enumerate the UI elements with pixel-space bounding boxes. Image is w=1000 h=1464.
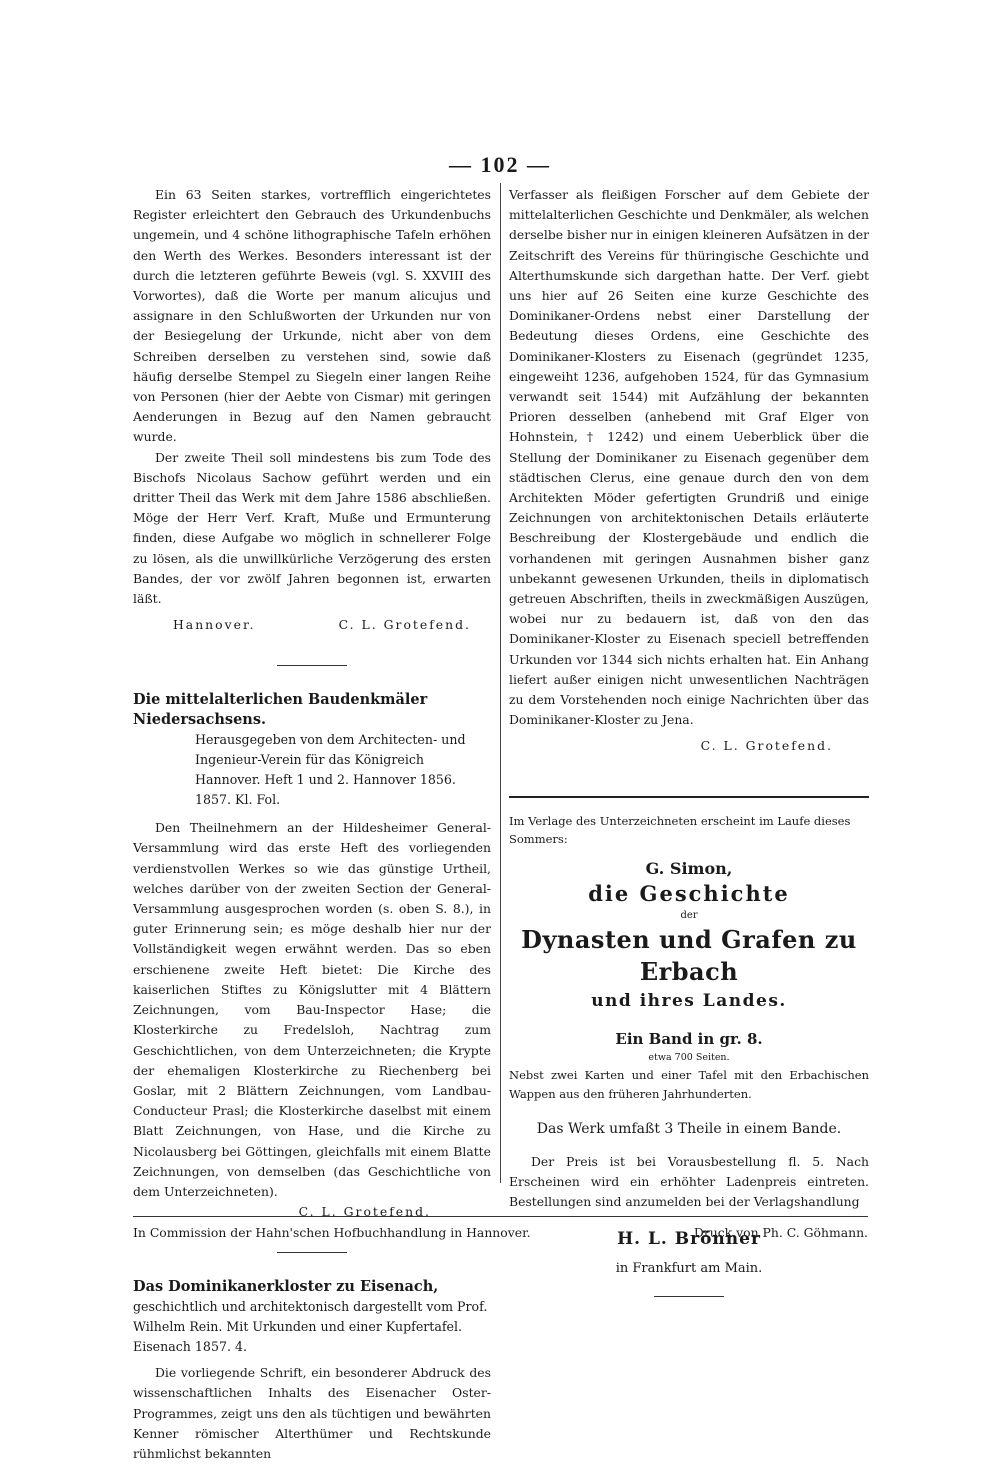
review2-continuation: Verfasser als fleißigen Forscher auf dem Gebiete der mittelalterlichen Geschichte und Denkmäler, als welchen derselbe bisher nur in einigen kleineren Aufsätzen in der Zeitschrift des Vereins für thüringische Geschichte und Alterthumskunde sich dargethan hatte. Der Verf. giebt uns hier auf 26 Seiten eine kurze Geschichte des Dominikaner-Ordens nebst einer Darstellung der Bedeutung dieses Ordens, eine Geschichte des Dominikaner-Klosters zu Eisenach (gegründet 1235, eingeweiht 1236, aufgehoben 1524, für das Gymnasium verwandt seit 1544) mit Aufzählung der bekannten Prioren desselben (anhebend mit Graf Elger von Hohnstein, † 1242) und einem Ueberblick über die Stellung der Dominikaner zu Eisenach gegenüber dem städtischen Clerus, eine genaue durch den von dem Architekten Möder gefertigten Grundriß und einige Zeichnungen von architektonischen Details erläuterte Beschreibung der Klostergebäude und endlich die vorhandenen mit geringen Ausnahmen bisher ganz unbekannt gewesenen Urkunden, theils in diplomatisch getreuen Abschriften, theils in zweckmäßigen Auszügen, wobei nur zu bedauern ist, daß von den das Dominikaner-Kloster zu Eisenach speciell betreffenden Urkunden vor 1344 sich nichts erhalten hat. Ein Anhang liefert außer einigen nicht unwesentlichen Nachträgen zu dem Vorstehenden noch einige Nachrichten über das Dominikaner-Kloster zu Jena. xyxy=(509,187,869,728)
ad-intro: Im Verlage des Unterzeichneten erscheint im Laufe dieses Sommers: xyxy=(509,814,851,847)
ad-price: Der Preis ist bei Vorausbestellung fl. 5. Nach Erscheinen wird ein erhöhter Ladenpreis eintreten. Bestellungen sind anzumelden bei der Verlagshandlung xyxy=(509,1154,869,1210)
footer-left: In Commission der Hahn'schen Hofbuchhandlung in Hannover. xyxy=(133,1225,531,1240)
ad-parts: Das Werk umfaßt 3 Theile in einem Bande. xyxy=(536,1121,842,1138)
ad-publisher: H. L. Brönner xyxy=(617,1229,761,1250)
column-divider xyxy=(500,183,501,1183)
review2-subtitle: geschichtlich und architektonisch dargestellt vom Prof. Wilhelm Rein. Mit Urkunden und einer Kupfertafel. Eisenach 1857. 4. xyxy=(133,1299,488,1355)
review2-signature: C. L. Grotefend. xyxy=(700,738,833,754)
ad-author: G. Simon, xyxy=(645,859,733,879)
ad-pages: etwa 700 Seiten. xyxy=(648,1052,730,1064)
ad-title-line3: und ihres Landes. xyxy=(591,991,787,1012)
second-paragraph: Der zweite Theil soll mindestens bis zum Tode des Bischofs Nicolaus Sachow geführt werden und ein dritter Theil das Werk mit dem Jahre 1586 abschließen. Möge der Herr Verf. Kraft, Muße und Ermunterung finden, diese Aufgabe wo möglich in schnellerer Folge zu lösen, als die unwillkürliche Verzögerung des ersten Bandes, der vor zwölf Jahren begonnen ist, erwarten läßt. xyxy=(133,449,491,607)
advertisement xyxy=(509,796,869,1297)
review2-title: Das Dominikanerkloster zu Eisenach, xyxy=(133,1278,439,1296)
review1-body: Den Theilnehmern an der Hildesheimer General-Versammlung wird das erste Heft des vorliegenden verdienstvollen Werkes so wie das günstige Urtheil, welches darüber von der zweiten Section der General-Versammlung ausgesprochen worden (s. oben S. 8.), in guter Erinnerung sein; es möge deshalb hier nur der Vollständigkeit wegen erwähnt werden. Das so eben erschienene zweite Heft bietet: Die Kirche des kaiserlichen Stiftes zu Königslutter mit 4 Blättern Zeichnungen, vom Bau-Inspector Hase; die Klosterkirche zu Fredelsloh, Nachtrag zum Geschichtlichen, von dem Unterzeichneten; die Krypte der ehemaligen Klosterkirche zu Riechenberg bei Goslar, mit 2 Blättern Zeichnungen, vom Landbau-Conducteur Prasl; die Klosterkirche daselbst mit einem Blatt Zeichnungen, von Hase, und die Kirche zu Nicolausberg bei Göttingen, gleichfalls mit einem Blatte Zeichnungen, von demselben (das Geschichtliche von dem Unterzeichneten). xyxy=(133,820,491,1199)
ad-volume: Ein Band in gr. 8. xyxy=(615,1030,763,1049)
ad-title-der: der xyxy=(680,910,698,922)
review1-signature: C. L. Grotefend. xyxy=(298,1204,431,1220)
footer-rule xyxy=(133,1216,868,1217)
ad-title-line2: Dynasten und Grafen zu Erbach xyxy=(521,925,857,987)
review2-heading xyxy=(133,1277,491,1357)
footer xyxy=(133,1224,868,1242)
signature-name: C. L. Grotefend. xyxy=(338,617,471,633)
ad-title-line1: die Geschichte xyxy=(588,881,790,907)
ad-city: in Frankfurt am Main. xyxy=(615,1261,763,1277)
footer-right: Druck von Ph. C. Göhmann. xyxy=(693,1225,868,1240)
section-rule-2 xyxy=(277,1252,347,1253)
intro-paragraph: Ein 63 Seiten starkes, vortrefflich eingerichtetes Register erleichtert den Gebrauch des Urkundenbuchs ungemein, und 4 schöne lithographische Tafeln erhöhen den Werth des Werkes. Besonders interessant ist der durch die letzteren geführte Beweis (vgl. S. XXVIII des Vorwortes), daß die Worte per manum alicujus und assignare in den Schlußworten der Urkunden nur von der Besiegelung der Urkunde, nicht aber von dem Schreiben derselben zu verstehen sind, sowie daß häufig derselbe Stempel zu Siegeln einer langen Reihe von Personen (hier der Aebte von Cismar) mit geringen Aenderungen in Bezug auf den Namen gebraucht wurde. xyxy=(133,187,491,445)
review1-title: Die mittelalterlichen Baudenkmäler Niedersachsens. xyxy=(133,691,428,729)
ad-end-rule xyxy=(654,1296,724,1297)
review2-body: Die vorliegende Schrift, ein besonderer Abdruck des wissenschaftlichen Inhalts des Eisenacher Oster-Programmes, zeigt uns den als tüchtigen und bewährten Kenner römischer Alterthümer und Rechtskunde rühmlichst bekannten xyxy=(133,1365,491,1461)
right-column xyxy=(509,185,869,1321)
ad-extras: Nebst zwei Karten und einer Tafel mit den Erbachischen Wappen aus den früheren Jahrhunderten. xyxy=(509,1068,869,1102)
section-rule xyxy=(277,665,347,666)
signature-place: Hannover. xyxy=(173,617,256,633)
review1-heading xyxy=(133,690,491,810)
signature-line xyxy=(173,615,471,635)
page-number: — 102 — xyxy=(449,152,551,177)
review1-subtitle: Herausgegeben von dem Architecten- und Ingenieur-Verein für das Königreich Hannover. Heft 1 und 2. Hannover 1856. 1857. Kl. Fol. xyxy=(195,732,466,808)
left-column xyxy=(133,185,491,1464)
